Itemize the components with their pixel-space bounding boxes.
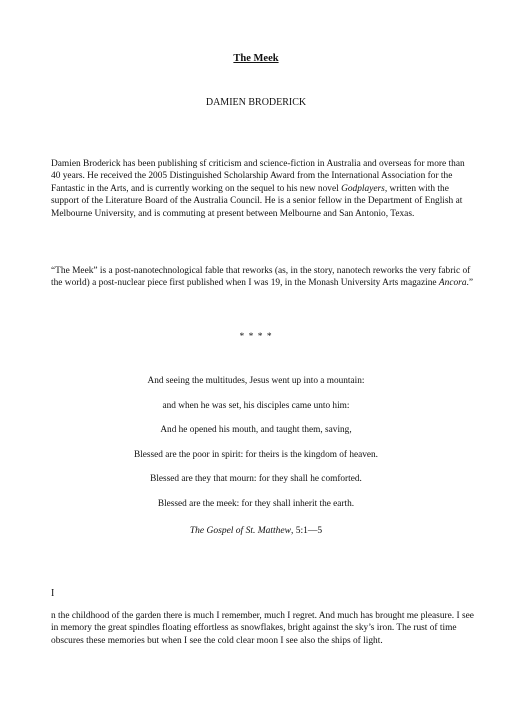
story-opening-paragraph: n the childhood of the garden there is much I remember, much I regret. And much has brought me pleasure. I see in memory the great spindles floating effortless as snowflakes, bright against the sky’s iron. The rust of time obscures these memories but when I see the cold clear moon I see also the ships of light. (51, 611, 474, 646)
epigraph-line: Blessed are the poor in spirit: for theirs is the kingdom of heaven. (134, 450, 378, 460)
magazine-title: Ancora (438, 278, 467, 289)
intro-paragraph (51, 265, 476, 290)
epigraph-line: and when he was set, his disciples came unto him: (162, 401, 350, 411)
section-separator: * * * * (239, 332, 273, 342)
epigraph-line: And he opened his mouth, and taught them, saving, (160, 425, 352, 435)
story-title: The Meek (233, 53, 279, 64)
epigraph-line: Blessed are they that mourn: for they shall he comforted. (150, 474, 362, 484)
author-bio-paragraph (51, 158, 476, 220)
bio-text-end: , written with the support of the Literature Board of the Australia Council. He is a senior fellow in the Department of English at Melbourne University, and is commuting at present between Melbourne and San Antonio, Texas. (51, 183, 463, 219)
intro-text-end: .” (466, 278, 474, 289)
epigraph-line: And seeing the multitudes, Jesus went up into a mountain: (147, 376, 365, 386)
bio-text-start: Damien Broderick has been publishing sf criticism and science-fiction in Australia and overseas for more than 40 years. He received the 2005 Distinguished Scholarship Award from the International Association for the Fantastic in the Arts, and is currently working on the sequel to his new novel (51, 159, 465, 194)
novel-title: Godplayers (341, 183, 385, 194)
intro-text-start: “The Meek” is a post-nanotechnological fable that reworks (as, in the story, nanotech reworks the very fabric of the world) a post-nuclear piece first published when I was 19, in the Monash University Arts magazine (51, 266, 471, 289)
gospel-title: The Gospel of St. Matthew (189, 526, 291, 536)
epigraph-line: Blessed are the meek: for they shall inherit the earth. (157, 499, 355, 509)
verse-reference: , 5:1—5 (290, 526, 323, 536)
author-name: DAMIEN BRODERICK (205, 97, 307, 108)
epigraph-citation (0, 526, 512, 536)
chapter-initial: I (51, 588, 55, 599)
